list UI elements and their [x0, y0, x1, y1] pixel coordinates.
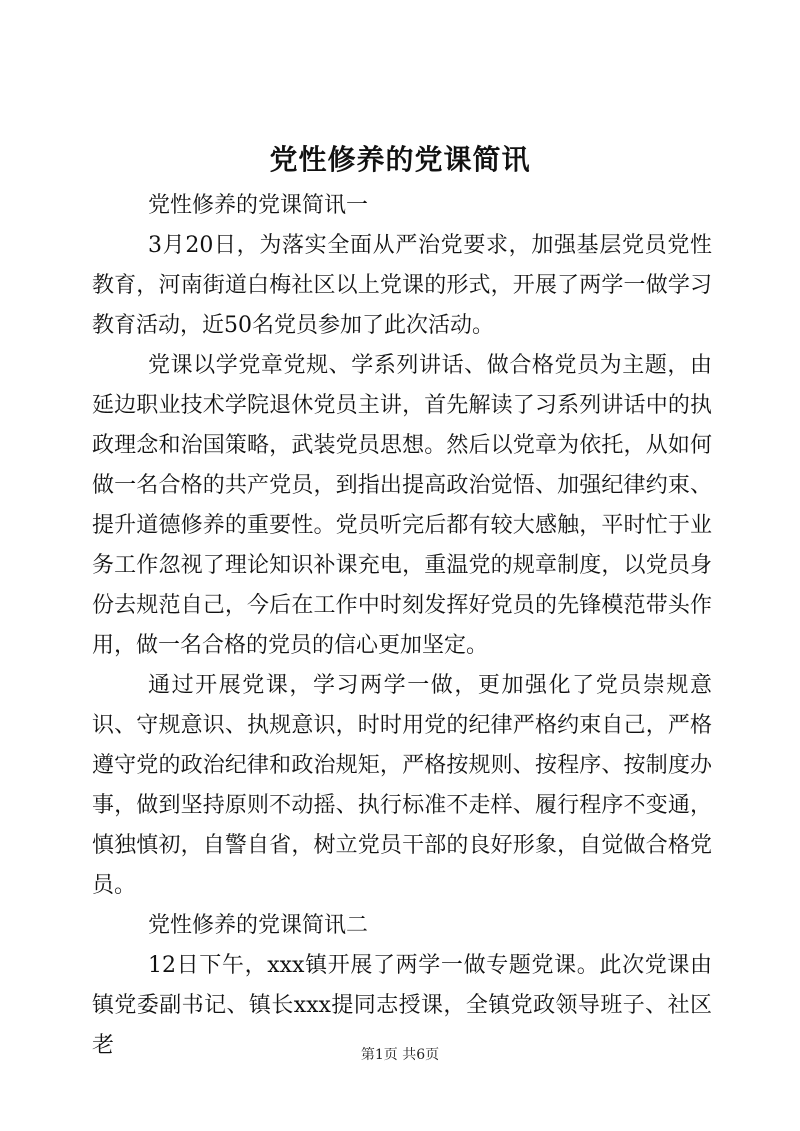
- paragraph: 12日下午，xxx镇开展了两学一做专题党课。此次党课由镇党委副书记、镇长xxx提同志授课，全镇党政领导班子、社区老: [92, 953, 712, 1058]
- paragraph: 3月20日，为落实全面从严治党要求，加强基层党员党性教育，河南街道白梅社区以上党课的形式，开展了两学一做学习教育活动，近50名党员参加了此次活动。: [92, 233, 712, 338]
- document-title: 党性修养的党课简讯: [269, 143, 531, 176]
- paragraph-subtitle-2: 党性修养的党课简讯二: [148, 913, 369, 938]
- paragraph: 通过开展党课，学习两学一做，更加强化了党员崇规意识、守规意识、执规意识，时时用党的纪律严格约束自己，严格遵守党的政治纪律和政治规矩，严格按规则、按程序、按制度办事，做到坚持原则不动摇、执行标准不走样、履行程序不变通，慎独慎初，自警自省，树立党员干部的良好形象，自觉做合格党员。: [92, 673, 712, 898]
- document-body: [92, 186, 712, 1066]
- paragraph-subtitle-1: 党性修养的党课简讯一: [148, 193, 369, 218]
- paragraph: 党课以学党章党规、学系列讲话、做合格党员为主题，由延边职业技术学院退休党员主讲，首先解读了习系列讲话中的执政理念和治国策略，武装党员思想。然后以党章为依托，从如何做一名合格的共产党员，到指出提高政治觉悟、加强纪律约束、提升道德修养的重要性。党员听完后都有较大感触，平时忙于业务工作忽视了理论知识补课充电，重温党的规章制度，以党员身份去规范自己，今后在工作中时刻发挥好党员的先锋模范带头作用，做一名合格的党员的信心更加坚定。: [92, 353, 712, 658]
- page-footer: 第1页 共6页: [360, 1047, 440, 1063]
